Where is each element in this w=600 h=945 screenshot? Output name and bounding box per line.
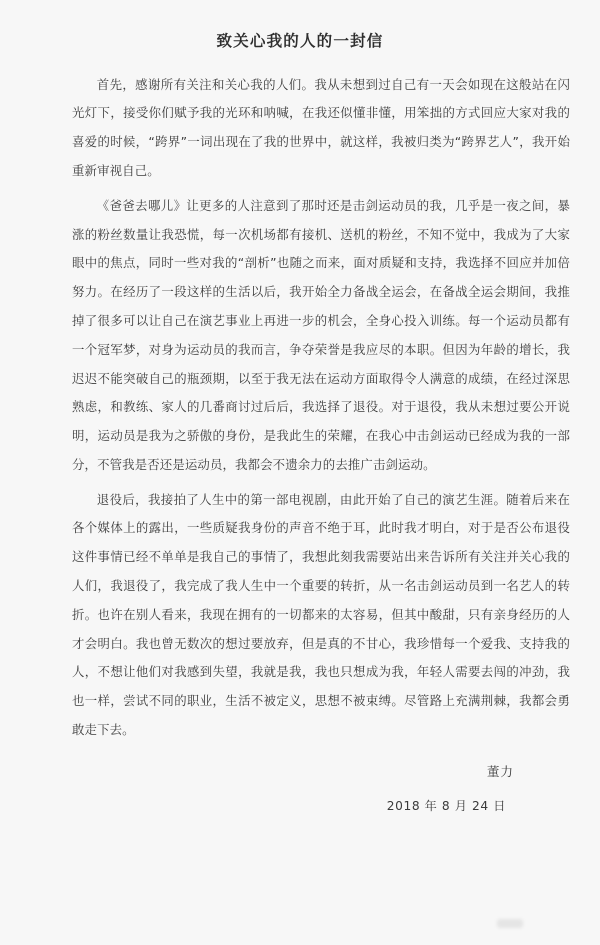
signature-name: 董力: [486, 763, 514, 779]
signature-date: 2018 年 8 月 24 日: [386, 798, 506, 813]
scan-artifact: [497, 919, 523, 928]
letter-paragraph: 首先，感谢所有关注和关心我的人们。我从未想到过自己有一天会如现在这般站在闪光灯下，接受你们赋予我的光环和呐喊，在我还似懂非懂，用笨拙的方式回应大家对我的喜爱的时候，“跨界”一词出现在了我的世界中，就这样，我被归类为“跨界艺人”，我开始重新审视自己。: [72, 76, 570, 179]
signature-block: [0, 759, 600, 819]
letter-body: [0, 71, 600, 745]
page-title: 致关心我的人的一封信: [216, 32, 384, 50]
letter-paragraph: 《爸爸去哪儿》让更多的人注意到了那时还是击剑运动员的我，几乎是一夜之间，暴涨的粉丝数量让我恐慌，每一次机场都有接机、送机的粉丝，不知不觉中，我成为了大家眼中的焦点，同时一些对我的“剖析”也随之而来，面对质疑和支持，我选择不回应并加倍努力。在经历了一段这样的生活以后，我开始全力备战全运会，在备战全运会期间，我推掉了很多可以让自己在演艺事业上再进一步的机会，全身心投入训练。每一个运动员都有一个冠军梦，对身为运动员的我而言，争夺荣誉是我应尽的本职。但因为年龄的增长，我迟迟不能突破自己的瓶颈期，以至于我无法在运动方面取得令人满意的成绩，在经过深思熟虑，和教练、家人的几番商讨过后后，我选择了退役。对于退役，我从未想过要公开说明，运动员是我为之骄傲的身份，是我此生的荣耀，在我心中击剑运动已经成为我的一部分，不管我是否还是运动员，我都会不遗余力的去推广击剑运动。: [72, 197, 570, 472]
letter-paragraph: 退役后，我接拍了人生中的第一部电视剧，由此开始了自己的演艺生涯。随着后来在各个媒体上的露出，一些质疑我身份的声音不绝于耳，此时我才明白，对于是否公布退役这件事情已经不单单是我自己的事情了，我想此刻我需要站出来告诉所有关注并关心我的人们，我退役了，我完成了我人生中一个重要的转折，从一名击剑运动员到一名艺人的转折。也许在别人看来，我现在拥有的一切都来的太容易，但其中酸甜，只有亲身经历的人才会明白。我也曾无数次的想过要放弃，但是真的不甘心，我珍惜每一个爱我、支持我的人，不想让他们对我感到失望，我就是我，我也只想成为我，年轻人需要去闯的冲劲，我也一样，尝试不同的职业，生活不被定义，思想不被束缚。尽管路上充满荆棘，我都会勇敢走下去。: [72, 491, 570, 737]
